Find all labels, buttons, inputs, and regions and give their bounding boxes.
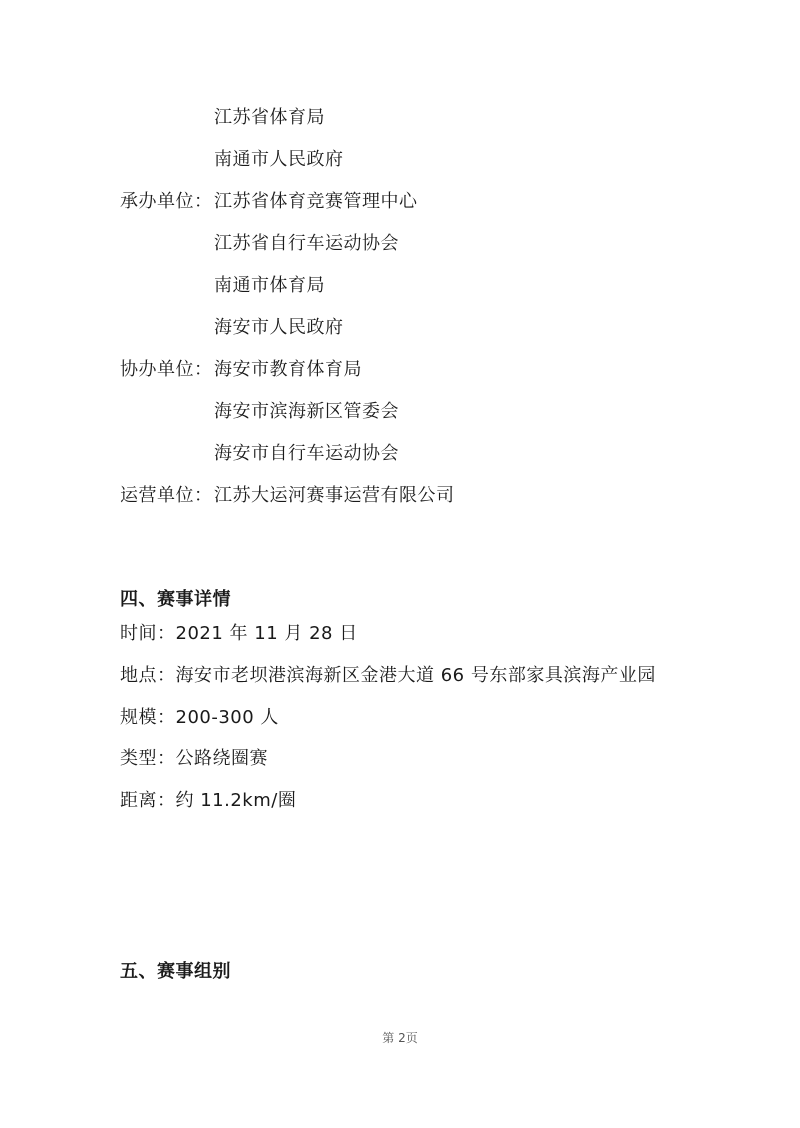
undertaker-unit: 南通市体育局	[214, 275, 325, 296]
undertaker-label: 承办单位：	[120, 191, 213, 212]
co-organizer-unit: 海安市滨海新区管委会	[214, 401, 399, 422]
event-time: 时间：2021 年 11 月 28 日	[120, 623, 358, 644]
page-number: 第 2页	[382, 1031, 418, 1045]
operator-unit: 江苏大运河赛事运营有限公司	[214, 485, 455, 506]
section-heading: 五、赛事组别	[120, 961, 231, 982]
co-organizer-unit: 海安市自行车运动协会	[214, 443, 399, 464]
co-organizer-unit: 海安市教育体育局	[214, 359, 362, 380]
undertaker-unit: 海安市人民政府	[214, 317, 344, 338]
event-type: 类型：公路绕圈赛	[120, 748, 268, 769]
event-location: 地点：海安市老坝港滨海新区金港大道 66 号东部家具滨海产业园	[120, 665, 656, 686]
undertaker-unit: 江苏省自行车运动协会	[214, 233, 399, 254]
event-distance: 距离：约 11.2km/圈	[120, 790, 297, 811]
event-scale: 规模：200-300 人	[120, 707, 279, 728]
operator-label: 运营单位：	[120, 485, 213, 506]
co-organizer-label: 协办单位：	[120, 359, 213, 380]
undertaker-unit: 江苏省体育竞赛管理中心	[214, 191, 418, 212]
host-unit-line: 江苏省体育局	[214, 107, 325, 128]
section-heading: 四、赛事详情	[120, 589, 231, 610]
host-unit-line: 南通市人民政府	[214, 149, 344, 170]
